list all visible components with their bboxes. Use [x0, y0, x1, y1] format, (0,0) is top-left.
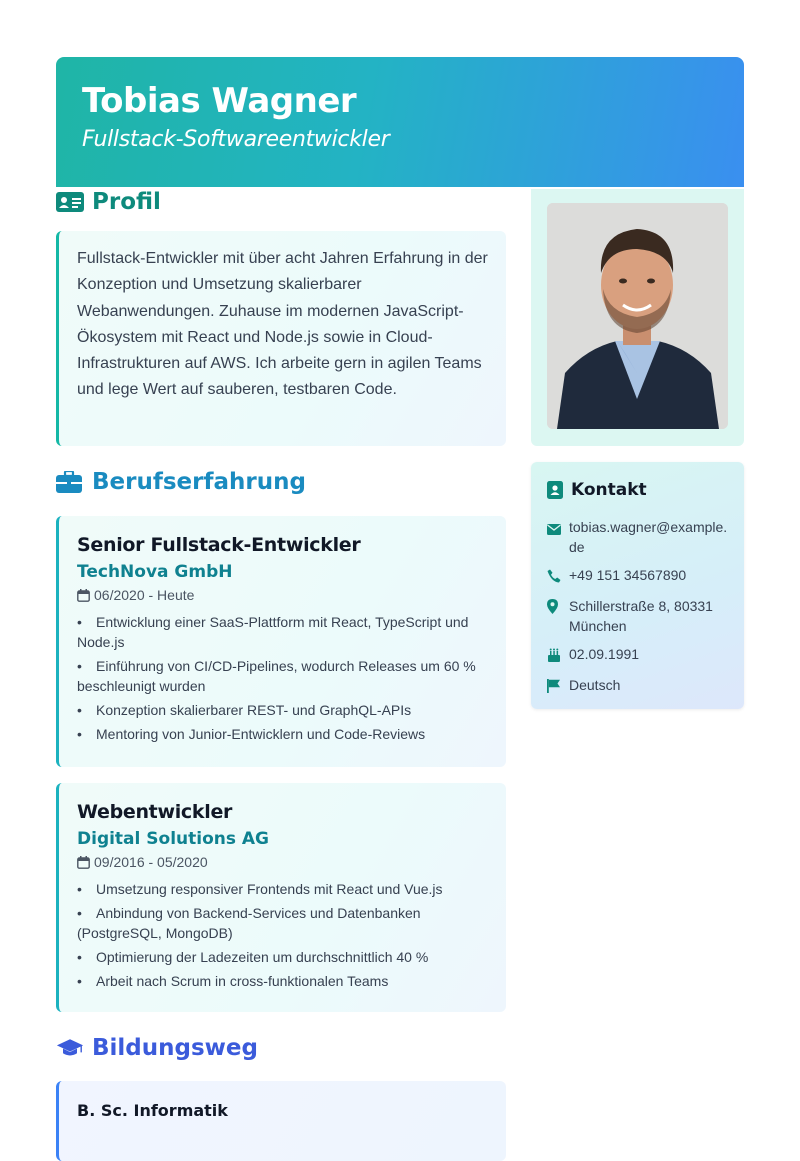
bullet-text: Arbeit nach Scrum in cross-funktionalen Teams	[96, 973, 389, 989]
contact-phone[interactable]	[547, 565, 728, 588]
bullet-text: Anbindung von Backend-Services und Datenbanken (PostgreSQL, MongoDB)	[77, 905, 421, 941]
job-title: Webentwickler	[77, 801, 233, 823]
job-period	[77, 854, 492, 870]
id-card-icon	[56, 190, 84, 214]
contact-nationality	[547, 675, 728, 698]
contact-birthdate	[547, 644, 728, 667]
job-bullets	[77, 879, 492, 991]
person-name: Tobias Wagner	[82, 81, 357, 121]
education-card	[56, 1081, 506, 1161]
job-role: Fullstack-Softwareentwickler	[82, 127, 390, 152]
bullet-text: Mentoring von Junior-Entwicklern und Code-Reviews	[96, 726, 426, 742]
list-item: • Einführung von CI/CD-Pipelines, wodurch Releases um 60 % beschleunigt wurden	[77, 658, 476, 694]
contact-birthdate-text: 02.09.1991	[569, 646, 640, 662]
contact-phone-text: +49 151 34567890	[569, 567, 687, 583]
degree-title: B. Sc. Informatik	[77, 1101, 228, 1120]
envelope-icon	[547, 517, 569, 540]
job-bullets	[77, 612, 492, 744]
contact-panel	[531, 462, 744, 709]
profile-photo	[547, 203, 728, 429]
list-item: • Anbindung von Backend-Services und Datenbanken (PostgreSQL, MongoDB)	[77, 905, 421, 941]
calendar-icon	[77, 856, 90, 869]
contact-email[interactable]	[547, 517, 728, 557]
job-period-text: 09/2016 - 05/2020	[94, 854, 208, 870]
job-period	[77, 587, 492, 603]
list-item: • Arbeit nach Scrum in cross-funktionalen Teams	[77, 973, 389, 989]
flag-icon	[547, 675, 569, 698]
contact-heading-text: Kontakt	[571, 480, 647, 500]
job-title: Senior Fullstack-Entwickler	[77, 534, 361, 556]
job-period-text: 06/2020 - Heute	[94, 587, 195, 603]
list-item: • Konzeption skalierbarer REST- und GraphQL-APIs	[77, 702, 412, 718]
contact-heading	[547, 480, 728, 500]
address-book-icon	[547, 481, 563, 499]
graduation-cap-icon	[56, 1036, 84, 1060]
list-item: • Entwicklung einer SaaS-Plattform mit React, TypeScript und Node.js	[77, 614, 469, 650]
bullet-text: Umsetzung responsiver Frontends mit React und Vue.js	[96, 881, 443, 897]
job-card	[56, 783, 506, 1012]
briefcase-icon	[56, 470, 84, 494]
job-card	[56, 516, 506, 767]
company-name: Digital Solutions AG	[77, 829, 270, 849]
profile-summary-card	[56, 231, 506, 446]
profile-summary-text: Fullstack-Entwickler mit über acht Jahren Erfahrung in der Konzeption und Umsetzung skalierbarer Webanwendungen. Zuhause im modernen JavaScript-Ökosystem mit React und Node.js sowie in Cloud-Infrastrukturen auf AWS. Ich arbeite gern in agilen Teams und lege Wert auf sauberen, testbaren Code.	[77, 250, 488, 399]
section-title-profil	[56, 189, 161, 215]
section-title-text: Bildungsweg	[92, 1035, 258, 1061]
header-banner	[56, 57, 744, 187]
bullet-text: Optimierung der Ladezeiten um durchschnittlich 40 %	[96, 949, 429, 965]
list-item: • Umsetzung responsiver Frontends mit React und Vue.js	[77, 881, 443, 897]
contact-email-text: tobias.wagner@example.de	[569, 519, 728, 555]
bullet-text: Entwicklung einer SaaS-Plattform mit React, TypeScript und Node.js	[77, 614, 469, 650]
list-item: • Optimierung der Ladezeiten um durchschnittlich 40 %	[77, 949, 429, 965]
phone-icon	[547, 565, 569, 588]
list-item: • Mentoring von Junior-Entwicklern und Code-Reviews	[77, 726, 426, 742]
photo-frame	[531, 189, 744, 446]
contact-address-text: Schillerstraße 8, 80331 München	[569, 598, 713, 634]
contact-nationality-text: Deutsch	[569, 677, 621, 693]
section-title-berufserfahrung	[56, 469, 306, 495]
calendar-icon	[77, 589, 90, 602]
map-pin-icon	[547, 596, 569, 619]
company-name: TechNova GmbH	[77, 562, 233, 582]
contact-address	[547, 596, 728, 636]
section-title-bildungsweg	[56, 1035, 258, 1061]
section-title-text: Profil	[92, 189, 161, 215]
birthday-cake-icon	[547, 644, 569, 667]
section-title-text: Berufserfahrung	[92, 469, 306, 495]
bullet-text: Konzeption skalierbarer REST- und GraphQL-APIs	[96, 702, 412, 718]
bullet-text: Einführung von CI/CD-Pipelines, wodurch Releases um 60 % beschleunigt wurden	[77, 658, 476, 694]
